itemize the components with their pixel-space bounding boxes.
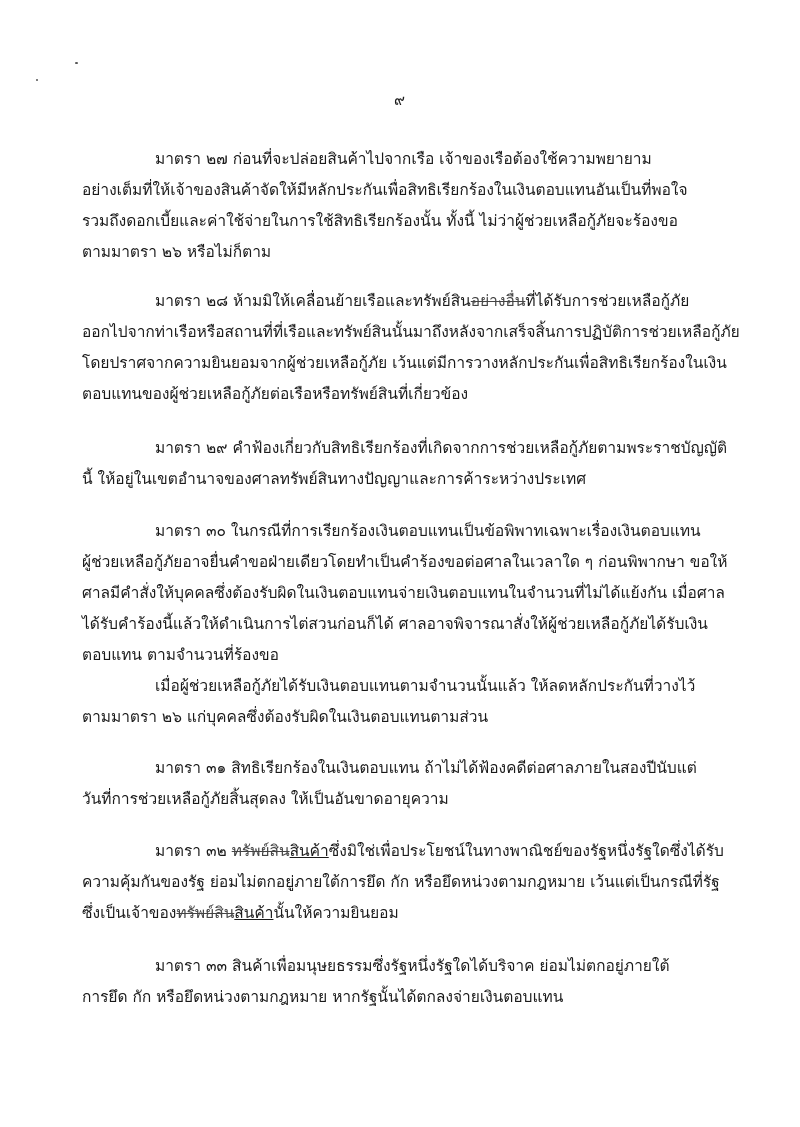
section-32-line-3-text-a: ซึ่งเป็นเจ้าของ [82,904,177,922]
section-32-line-1-text-b: ซึ่งมิใช่เพื่อประโยชน์ในทางพาณิชย์ของรัฐหนึ่งรัฐใดซึ่งได้รับ [328,842,724,860]
section-29-line-1: มาตรา ๒๙ คำฟ้องเกี่ยวกับสิทธิเรียกร้องที่เกิดจากการช่วยเหลือกู้ภัยตามพระราชบัญญัติ [155,439,728,457]
section-28-line-2: ออกไปจากท่าเรือหรือสถานที่ที่เรือและทรัพย์สินนั้นมาถึงหลังจากเสร็จสิ้นการปฏิบัติการช่วยเหลือกู้ภัย [82,323,740,341]
section-28-line-4: ตอบแทนของผู้ช่วยเหลือกู้ภัยต่อเรือหรือทรัพย์สินที่เกี่ยวข้อง [82,385,469,403]
section-31-line-2: วันที่การช่วยเหลือกู้ภัยสิ้นสุดลง ให้เป็นอันขาดอายุความ [82,790,449,808]
section-32-line-3 [82,903,399,923]
scan-speck [36,79,38,81]
page-number: ๙ [394,91,406,109]
section-31-line-1: มาตรา ๓๑ สิทธิเรียกร้องในเงินตอบแทน ถ้าไม่ได้ฟ้องคดีต่อศาลภายในสองปีนับแต่ [155,759,697,777]
section-32-line-3-struck-text: ทรัพย์สิน [176,904,235,922]
section-30-line-4: ได้รับคำร้องนี้แล้วให้ดำเนินการไต่สวนก่อนก็ได้ ศาลอาจพิจารณาสั่งให้ผู้ช่วยเหลือกู้ภัยได้รับเงิน [82,615,708,633]
section-29-line-2: นี้ ให้อยู่ในเขตอำนาจของศาลทรัพย์สินทางปัญญาและการค้าระหว่างประเทศ [82,470,587,488]
section-27-line-1: มาตรา ๒๗ ก่อนที่จะปล่อยสินค้าไปจากเรือ เจ้าของเรือต้องใช้ความพยายาม [155,150,652,168]
section-32-struck-text: ทรัพย์สิน [231,842,290,860]
section-28-line-3: โดยปราศจากความยินยอมจากผู้ช่วยเหลือกู้ภัย เว้นแต่มีการวางหลักประกันเพื่อสิทธิเรียกร้องในเงิน [82,354,727,372]
section-28-struck-text: อย่างอื่น [470,292,526,310]
scan-speck [75,62,78,64]
section-30-para-2-line-1: เมื่อผู้ช่วยเหลือกู้ภัยได้รับเงินตอบแทนตามจำนวนนั้นแล้ว ให้ลดหลักประกันที่วางไว้ [155,677,696,695]
section-30-para-2-line-2: ตามมาตรา ๒๖ แก่บุคคลซึ่งต้องรับผิดในเงินตอบแทนตามส่วน [82,708,489,726]
section-28-line-1-text-b: ที่ได้รับการช่วยเหลือกู้ภัย [525,292,690,310]
section-30-line-2: ผู้ช่วยเหลือกู้ภัยอาจยื่นคำขอฝ่ายเดียวโดยทำเป็นคำร้องขอต่อศาลในเวลาใด ๆ ก่อนพิพากษา ขอให้ [82,553,728,571]
section-32-line-2: ความคุ้มกันของรัฐ ย่อมไม่ตกอยู่ภายใต้การยึด กัก หรือยึดหน่วงตามกฎหมาย เว้นแต่เป็นกรณีที่รัฐ [82,873,720,891]
section-32-line-3-inserted-text: สินค้า [234,904,274,922]
section-32-line-3-text-b: นั้นให้ความยินยอม [273,904,399,922]
section-30-line-1: มาตรา ๓๐ ในกรณีที่การเรียกร้องเงินตอบแทนเป็นข้อพิพาทเฉพาะเรื่องเงินตอบแทน [155,522,701,540]
section-30-line-5: ตอบแทน ตามจำนวนที่ร้องขอ [82,646,279,664]
section-27-line-2: อย่างเต็มที่ให้เจ้าของสินค้าจัดให้มีหลักประกันเพื่อสิทธิเรียกร้องในเงินตอบแทนอันเป็นที่พอใจ [82,181,688,199]
section-33-line-1: มาตรา ๓๓ สินค้าเพื่อมนุษยธรรมซึ่งรัฐหนึ่งรัฐใดได้บริจาค ย่อมไม่ตกอยู่ภายใต้ [155,957,670,975]
section-27-line-4: ตามมาตรา ๒๖ หรือไม่ก็ตาม [82,243,272,261]
section-32-line-1-text-a: มาตรา ๓๒ [155,842,232,860]
section-28-line-1-text-a: มาตรา ๒๘ ห้ามมิให้เคลื่อนย้ายเรือและทรัพย์สิน [155,292,471,310]
section-28-line-1 [155,291,689,311]
section-32-line-1 [155,841,724,861]
section-32-inserted-text: สินค้า [289,842,329,860]
section-33-line-2: การยึด กัก หรือยึดหน่วงตามกฎหมาย หากรัฐนั้นได้ตกลงจ่ายเงินตอบแทน [82,988,564,1006]
section-30-line-3: ศาลมีคำสั่งให้บุคคลซึ่งต้องรับผิดในเงินตอบแทนจ่ายเงินตอบแทนในจำนวนที่ไม่ได้แย้งกัน เมื่อศาล [82,584,725,602]
section-27-line-3: รวมถึงดอกเบี้ยและค่าใช้จ่ายในการใช้สิทธิเรียกร้องนั้น ทั้งนี้ ไม่ว่าผู้ช่วยเหลือกู้ภัยจะร้องขอ [82,212,678,230]
